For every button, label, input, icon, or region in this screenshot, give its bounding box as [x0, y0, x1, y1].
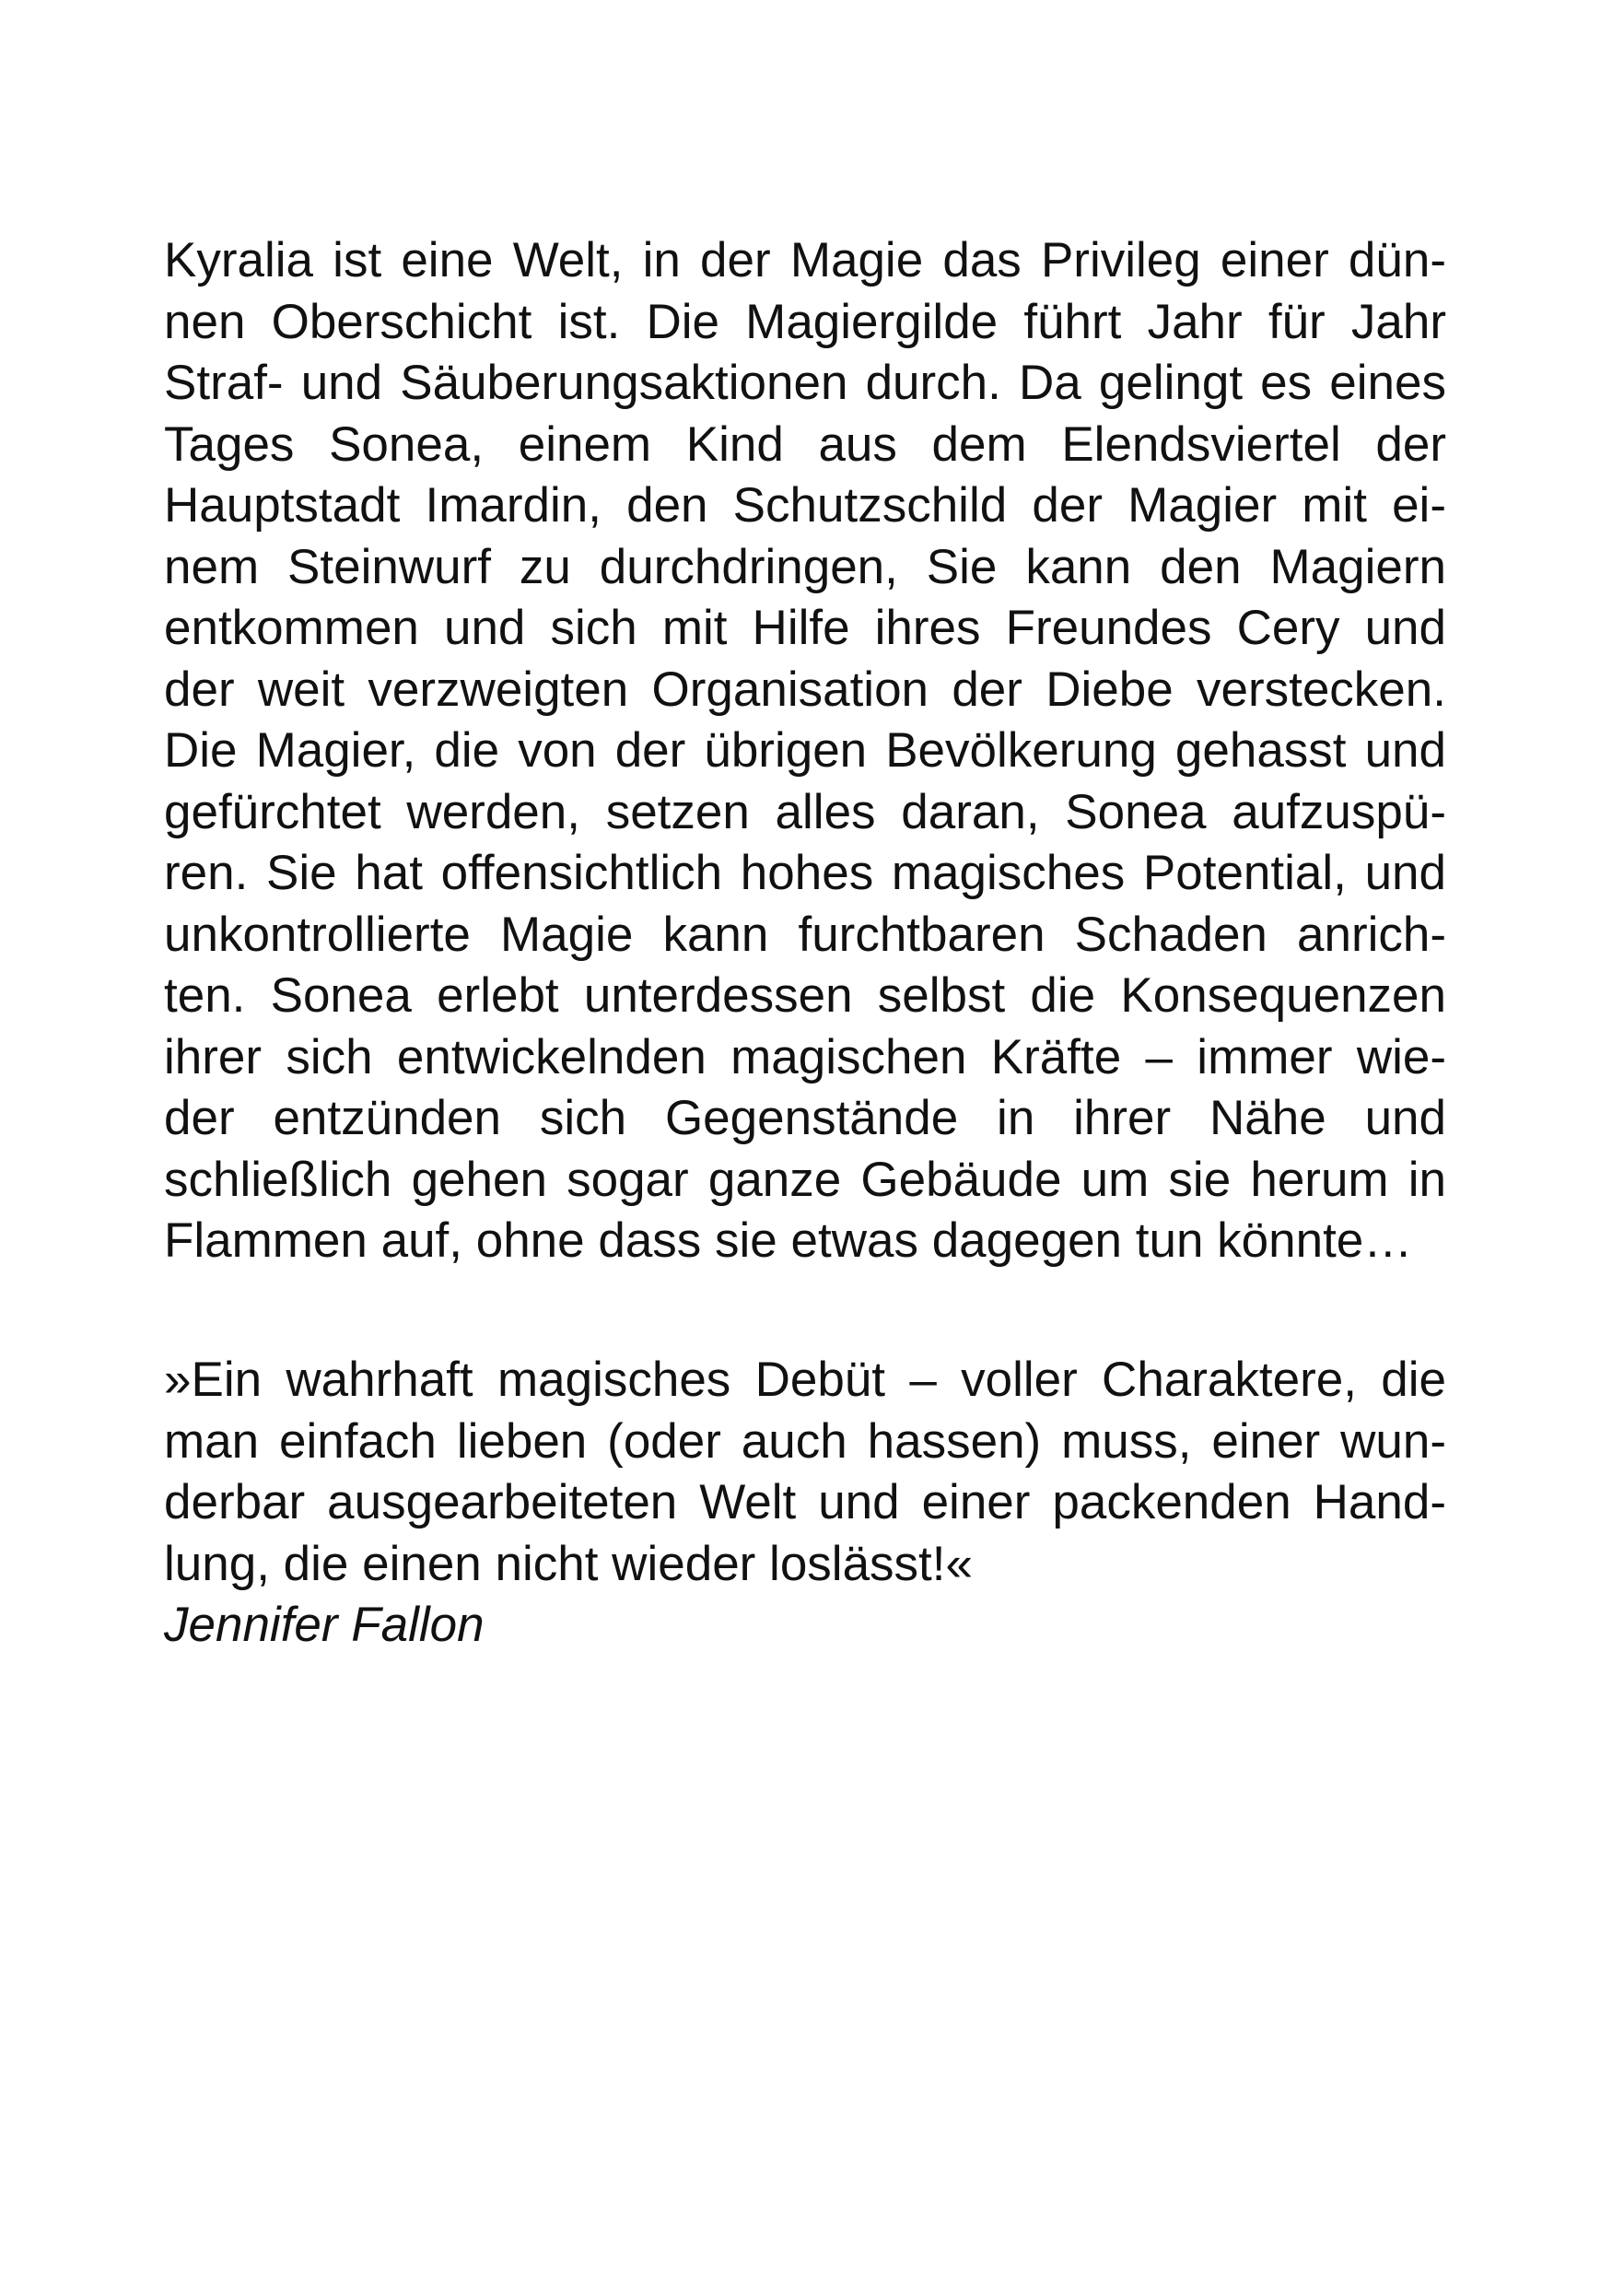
blurb-line: gefürchtet werden, setzen alles daran, Sonea aufzuspü-: [164, 784, 1446, 839]
blurb-line: schließlich gehen sogar ganze Gebäude um sie herum in: [164, 1152, 1446, 1207]
blurb-line: ihrer sich entwickelnden magischen Kräfte – immer wie-: [164, 1029, 1446, 1084]
blurb-line: Hauptstadt Imardin, den Schutzschild der Magier mit ei-: [164, 478, 1446, 533]
blurb-line: nen Oberschicht ist. Die Magiergilde führt Jahr für Jahr: [164, 294, 1446, 349]
blurb-line: nem Steinwurf zu durchdringen, Sie kann den Magiern: [164, 539, 1446, 594]
blurb-line: unkontrollierte Magie kann furchtbaren Schaden anrich-: [164, 907, 1446, 962]
quote-line: derbar ausgearbeiteten Welt und einer packenden Hand-: [164, 1475, 1446, 1529]
quote-line: lung, die einen nicht wieder loslässt!«: [164, 1536, 973, 1591]
blurb-line: Tages Sonea, einem Kind aus dem Elendsviertel der: [164, 416, 1446, 472]
blurb-line: Flammen auf, ohne dass sie etwas dagegen tun könnte…: [164, 1213, 1413, 1268]
blurb-line: ren. Sie hat offensichtlich hohes magisches Potential, und: [164, 846, 1446, 900]
quote-line: man einfach lieben (oder auch hassen) muss, einer wun-: [164, 1413, 1446, 1469]
blurb-line: Straf- und Säuberungsaktionen durch. Da gelingt es eines: [164, 356, 1446, 410]
quote-line: »Ein wahrhaft magisches Debüt – voller Charaktere, die: [164, 1353, 1446, 1407]
review-quote: [164, 1350, 1446, 1657]
blurb-line: Die Magier, die von der übrigen Bevölkerung gehasst und: [164, 723, 1446, 778]
blurb-paragraph: [164, 230, 1446, 1272]
blurb-line: entkommen und sich mit Hilfe ihres Freundes Cery und: [164, 601, 1446, 655]
blurb-line: der entzünden sich Gegenstände in ihrer Nähe und: [164, 1091, 1446, 1145]
blurb-line: Kyralia ist eine Welt, in der Magie das Privileg einer dün-: [164, 233, 1446, 287]
quote-author: Jennifer Fallon: [164, 1598, 485, 1652]
blurb-line: der weit verzweigten Organisation der Diebe verstecken.: [164, 662, 1446, 717]
blurb-line: ten. Sonea erlebt unterdessen selbst die Konsequenzen: [164, 968, 1446, 1023]
